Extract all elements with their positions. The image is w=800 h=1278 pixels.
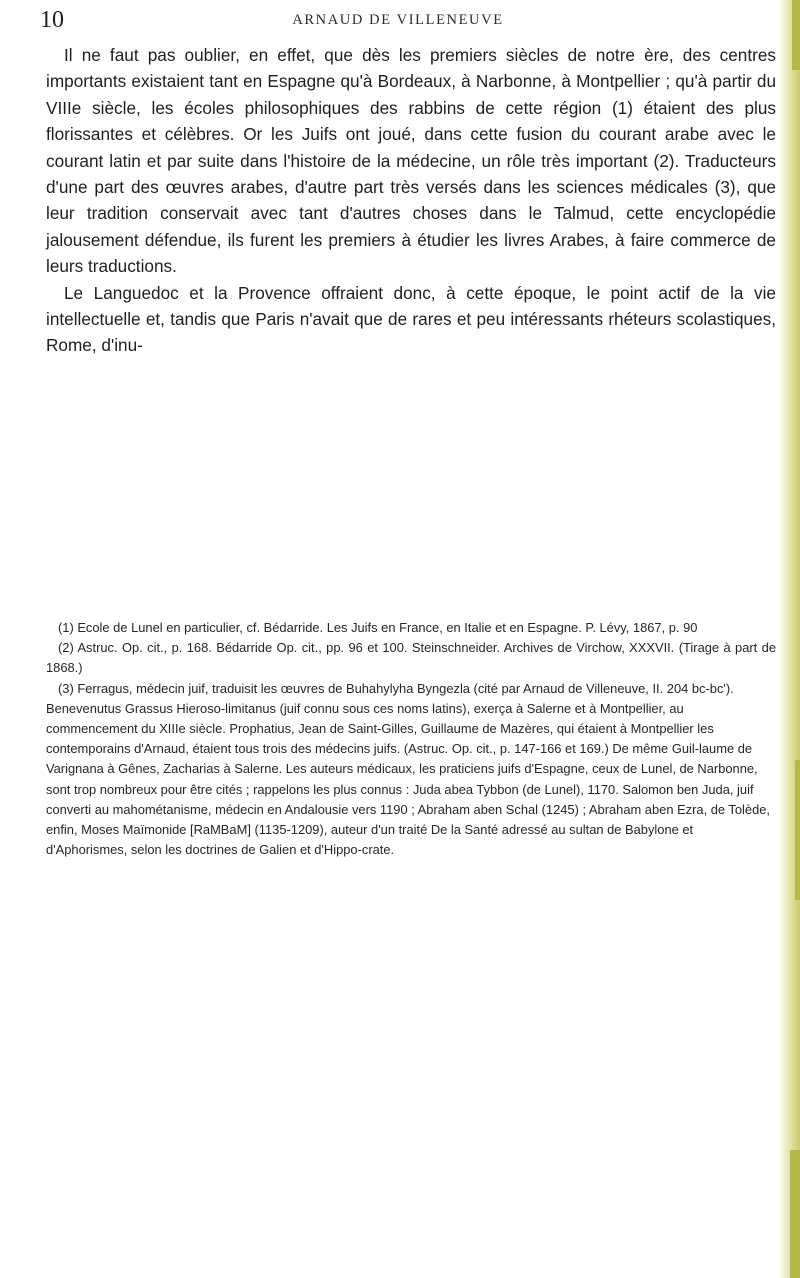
main-text [46, 42, 776, 359]
running-head: ARNAUD DE VILLENEUVE [292, 12, 504, 28]
page-edge-shadow [778, 0, 800, 1278]
footnote-3: (3) Ferragus, médecin juif, traduisit les œuvres de Buhahylyha Byngezla (cité par Arnaud de Villeneuve, II. 204 bc-bc'). Benevenutus Grassus Hieroso-limitanus (juif connu sous ces noms latins), exerça à Salerne et à Montpellier, au commencement du XIIIe siècle. Prophatius, Jean de Saint-Gilles, Guillaume de Mazères, qui étaient à Montpellier les contemporains d'Arnaud, étaient tous trois des médecins juifs. (Astruc. Op. cit., p. 147-166 et 169.) De même Guil-laume de Varignana à Gênes, Zacharias à Salerne. Les auteurs médicaux, les praticiens juifs d'Espagne, ceux de Lunel, de Narbonne, sont trop nombreux pour être cités ; rappelons les plus connus : Juda abea Tybbon (de Lunel), 1170. Salomon ben Juda, juif converti au mahométanisme, médecin en Andalousie vers 1190 ; Abraham aben Schal (1245) ; Abraham aben Ezra, de Tolède, enfin, Moses Maïmonide [RaMBaM] (1135-1209), auteur d'un traité De la Santé adressé au sultan de Babylone et d'Aphorismes, selon les doctrines de Galien et d'Hippo-crate. [46, 680, 770, 858]
page-header [0, 7, 780, 37]
footnote-2: (2) Astruc. Op. cit., p. 168. Bédarride Op. cit., pp. 96 et 100. Steinschneider. Archives de Virchow, XXXVII. (Tirage à part de 1868.) [46, 640, 776, 676]
page-number: 10 [40, 7, 64, 33]
paragraph-2: Le Languedoc et la Provence offraient donc, à cette époque, le point actif de la vie intellectuelle et, tandis que Paris n'avait que de rares et peu intéressants rhéteurs scolastiques, Rome, d'inu- [46, 282, 776, 356]
page-edge-dark-top [792, 0, 800, 70]
footnotes [46, 618, 776, 860]
paragraph-1: Il ne faut pas oublier, en effet, que dès les premiers siècles de notre ère, des centres importants existaient tant en Espagne qu'à Bordeaux, à Narbonne, à Montpellier ; qu'à partir du VIIIe siècle, les écoles philosophiques des rabbins de cette région (1) étaient des plus florissantes et célèbres. Or les Juifs ont joué, dans cette fusion du courant arabe avec le courant latin et par suite dans l'histoire de la médecine, un rôle très important (2). Traducteurs d'une part des œuvres arabes, d'autre part très versés dans les sciences médicales (3), que leur tradition conservait avec tant d'autres choses dans le Talmud, cette encyclopédie jalousement défendue, ils furent les premiers à étudier les livres Arabes, à faire commerce de leurs traductions. [46, 45, 776, 277]
page-edge-dark-mid [795, 760, 800, 900]
page-edge-dark-bottom [790, 1150, 800, 1278]
footnote-1: (1) Ecole de Lunel en particulier, cf. Bédarride. Les Juifs en France, en Italie et en Espagne. P. Lévy, 1867, p. 90 [58, 620, 698, 635]
